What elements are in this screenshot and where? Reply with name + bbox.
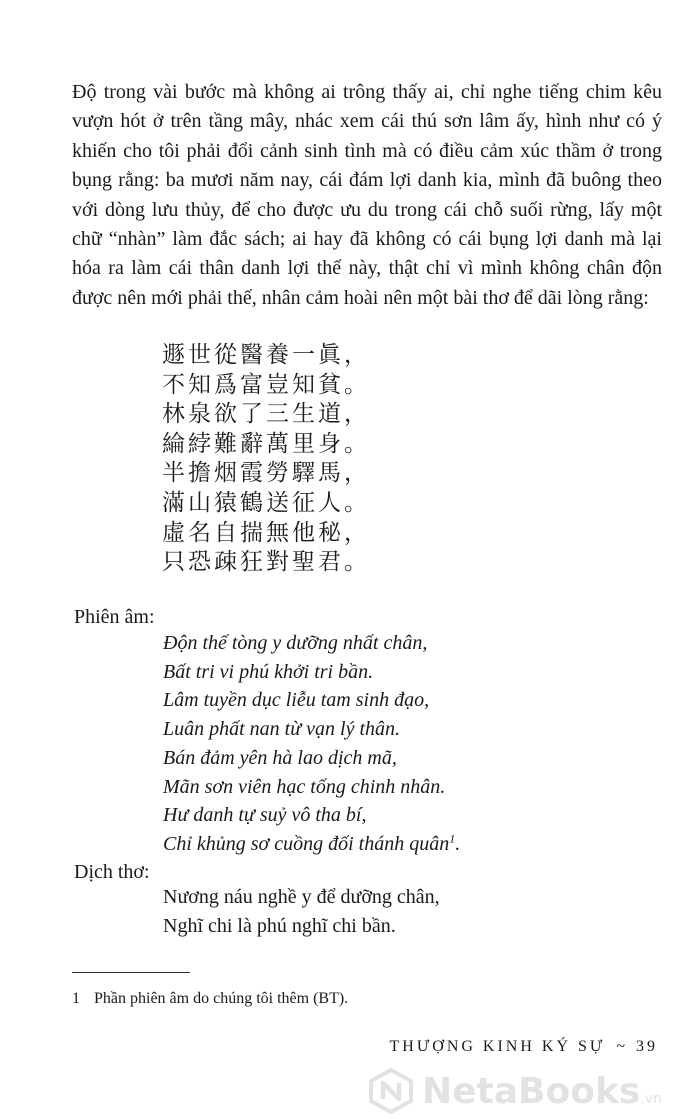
separator-glyph: ~ xyxy=(616,1038,625,1055)
page-number: 39 xyxy=(636,1038,658,1055)
watermark xyxy=(368,1068,698,1118)
footnote xyxy=(72,988,348,1010)
watermark-suffix: .vn xyxy=(640,1091,662,1107)
dich-tho-verse xyxy=(163,883,440,940)
phien-am-verse xyxy=(163,629,460,859)
phien-am-label: Phiên âm: xyxy=(74,606,155,628)
verse-line: Độn thế tòng y dưỡng nhất chân, xyxy=(163,632,428,654)
book-title: THƯỢNG KINH KÝ SỰ xyxy=(389,1038,606,1055)
hanzi-line: 虛名自揣無他秘， xyxy=(162,519,370,546)
verse-line: Bán đảm yên hà lao dịch mã, xyxy=(163,746,397,769)
running-footer xyxy=(390,1038,658,1056)
verse-line-last: Chỉ khủng sơ cuồng đối thánh quân$^1$. xyxy=(163,831,461,855)
hanzi-line: 不知爲富豈知貧。 xyxy=(162,371,370,398)
verse-line: Bất tri vi phú khởi tri bần. xyxy=(163,660,374,683)
footnote-text: Phần phiên âm do chúng tôi thêm (BT). xyxy=(94,990,349,1007)
verse-line: Luân phất nan từ vạn lý thân. xyxy=(163,718,401,741)
footnote-reference[interactable]: 1 xyxy=(449,831,456,846)
hanzi-line: 林泉欲了三生道， xyxy=(162,401,370,428)
poem-chinese-characters xyxy=(162,341,422,578)
hanzi-line: 滿山猿鶴送征人。 xyxy=(162,489,370,516)
watermark-brand: NetaBooks xyxy=(422,1071,641,1112)
netabooks-logo-icon xyxy=(368,1068,414,1114)
hanzi-line: 綸綍難辭萬里身。 xyxy=(162,430,370,457)
dich-tho-label: Dịch thơ: xyxy=(74,861,150,883)
verse-line: Nương náu nghề y để dưỡng chân, xyxy=(163,886,440,908)
footnote-divider xyxy=(72,972,190,973)
hanzi-line: 半擔烟霞勞驛馬， xyxy=(162,460,370,487)
verse-line: Mãn sơn viên hạc tống chinh nhân. xyxy=(163,775,446,798)
hanzi-line: 只恐疎狂對聖君。 xyxy=(162,549,370,576)
watermark-text xyxy=(422,1071,662,1112)
verse-line-text: Chỉ khủng sơ cuồng đối thánh quân xyxy=(163,832,450,855)
footnote-number: 1 xyxy=(72,990,80,1007)
body-paragraph: Độ trong vài bước mà không ai trông thấy ai, chỉ nghe tiếng chim kêu vượn hót ở trên tầng mây, nhác xem cái thú sơn lâm ấy, hình như có ý khiến cho tôi phải đổi cảnh sinh tình mà có điều cảm xúc thầm ở trong bụng rằng: ba mươi năm nay, cái đám lợi danh kia, mình đã buông theo với dòng lưu thủy, để cho được ưu du trong cái chỗ suối rừng, lấy một chữ “nhàn” làm đắc sách; ai hay đã không có cái bụng lợi danh mà lại hóa ra làm cái thân danh lợi thế này, thật chỉ vì mình không chân độn được nên mới phải thế, nhân cảm hoài nên một bài thơ để dãi lòng rằng: xyxy=(72,81,662,309)
verse-line: Hư danh tự suỷ vô tha bí, xyxy=(163,804,367,827)
hanzi-line: 遯世從醫養一眞， xyxy=(162,342,370,368)
verse-line: Lâm tuyền dục liễu tam sinh đạo, xyxy=(163,689,430,712)
verse-line: Nghĩ chi là phú nghĩ chi bần. xyxy=(163,914,396,937)
